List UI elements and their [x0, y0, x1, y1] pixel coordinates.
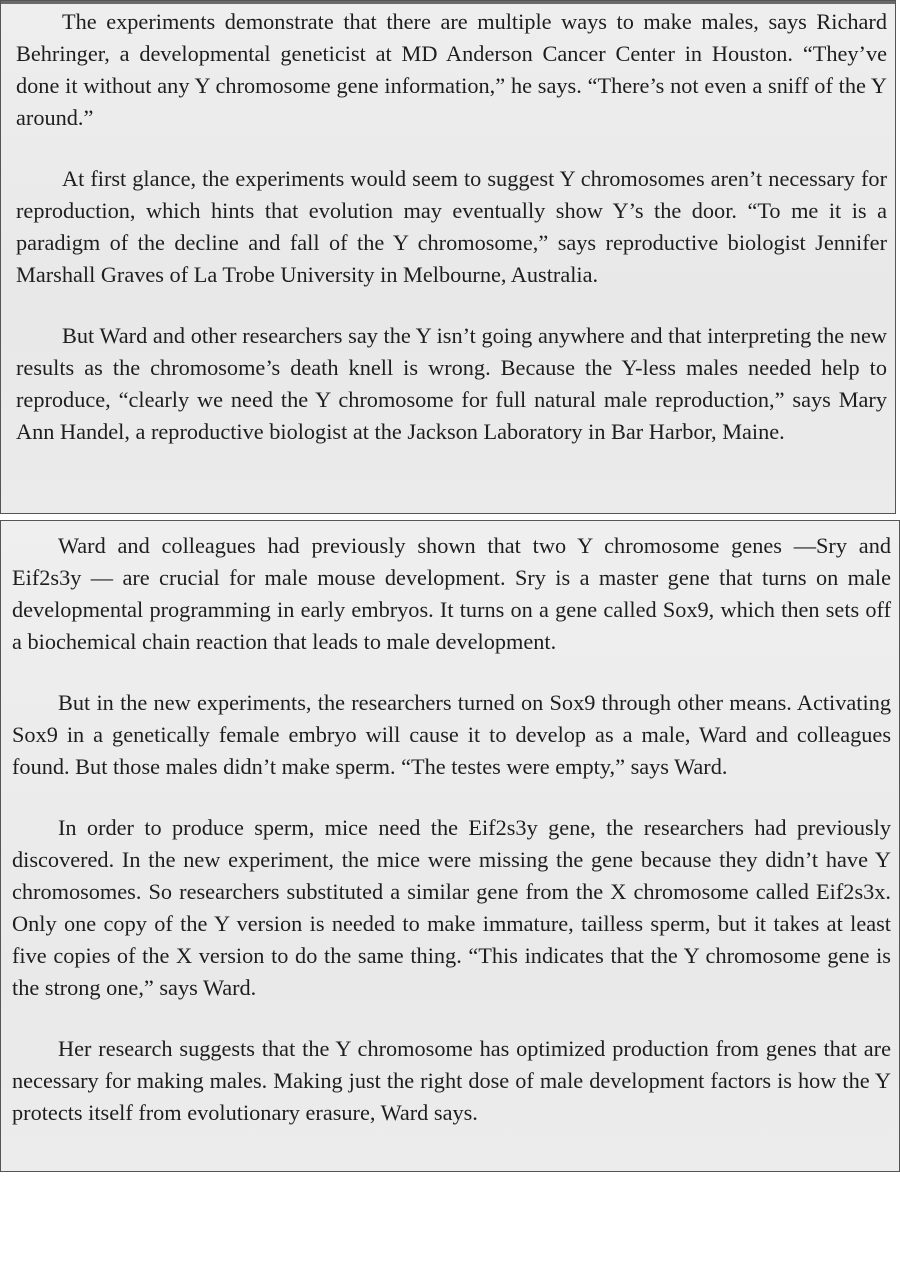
paragraph-behringer-quote: The experiments demonstrate that there are multiple ways to make males, says Richard Behringer, a developmental geneticist at MD Anderson Cancer Center in Houston. “They’ve done it without any Y chromosome gene information,” he says. “There’s not even a sniff of the Y around.”	[16, 9, 887, 130]
scanned-text-block-top	[0, 0, 896, 514]
paragraph-first-glance: At first glance, the experiments would seem to suggest Y chromosomes aren’t necessary for reproduction, which hints that evolution may eventually show Y’s the door. “To me it is a paradigm of the decline and fall of the Y chromosome,” says reproductive biologist Jennifer Marshall Graves of La Trobe University in Melbourne, Australia.	[16, 166, 887, 287]
paragraph-eif2s3x-substitution: In order to produce sperm, mice need the Eif2s3y gene, the researchers had previously discovered. In the new experiment, the mice were missing the gene because they didn’t have Y chromosomes. So researchers substituted a similar gene from the X chromosome called Eif2s3x. Only one copy of the Y version is needed to make immature, tailless sperm, but it takes at least five copies of the X version to do the same thing. “This indicates that the Y chromosome gene is the strong one,” says Ward.	[12, 815, 891, 1000]
paragraph-sry-eif2s3y: Ward and colleagues had previously shown that two Y chromosome genes —Sry and Eif2s3y — are crucial for male mouse development. Sry is a master gene that turns on male developmental programming in early embryos. It turns on a gene called Sox9, which then sets off a biochemical chain reaction that leads to male development.	[12, 533, 891, 654]
paragraph-optimized-production: Her research suggests that the Y chromosome has optimized production from genes that are necessary for making males. Making just the right dose of male development factors is how the Y protects itself from evolutionary erasure, Ward says.	[12, 1036, 891, 1125]
scanned-text-block-bottom	[0, 520, 900, 1172]
top-border-rule	[1, 1, 895, 4]
paragraph-handel-quote: But Ward and other researchers say the Y isn’t going anywhere and that interpreting the new results as the chromosome’s death knell is wrong. Because the Y-less males needed help to reproduce, “clearly we need the Y chromosome for full natural male reproduction,” says Mary Ann Handel, a reproductive biologist at the Jackson Laboratory in Bar Harbor, Maine.	[16, 323, 887, 444]
paragraph-sox9-experiments: But in the new experiments, the researchers turned on Sox9 through other means. Activating Sox9 in a genetically female embryo will cause it to develop as a male, Ward and colleagues found. But those males didn’t make sperm. “The testes were empty,” says Ward.	[12, 690, 891, 779]
